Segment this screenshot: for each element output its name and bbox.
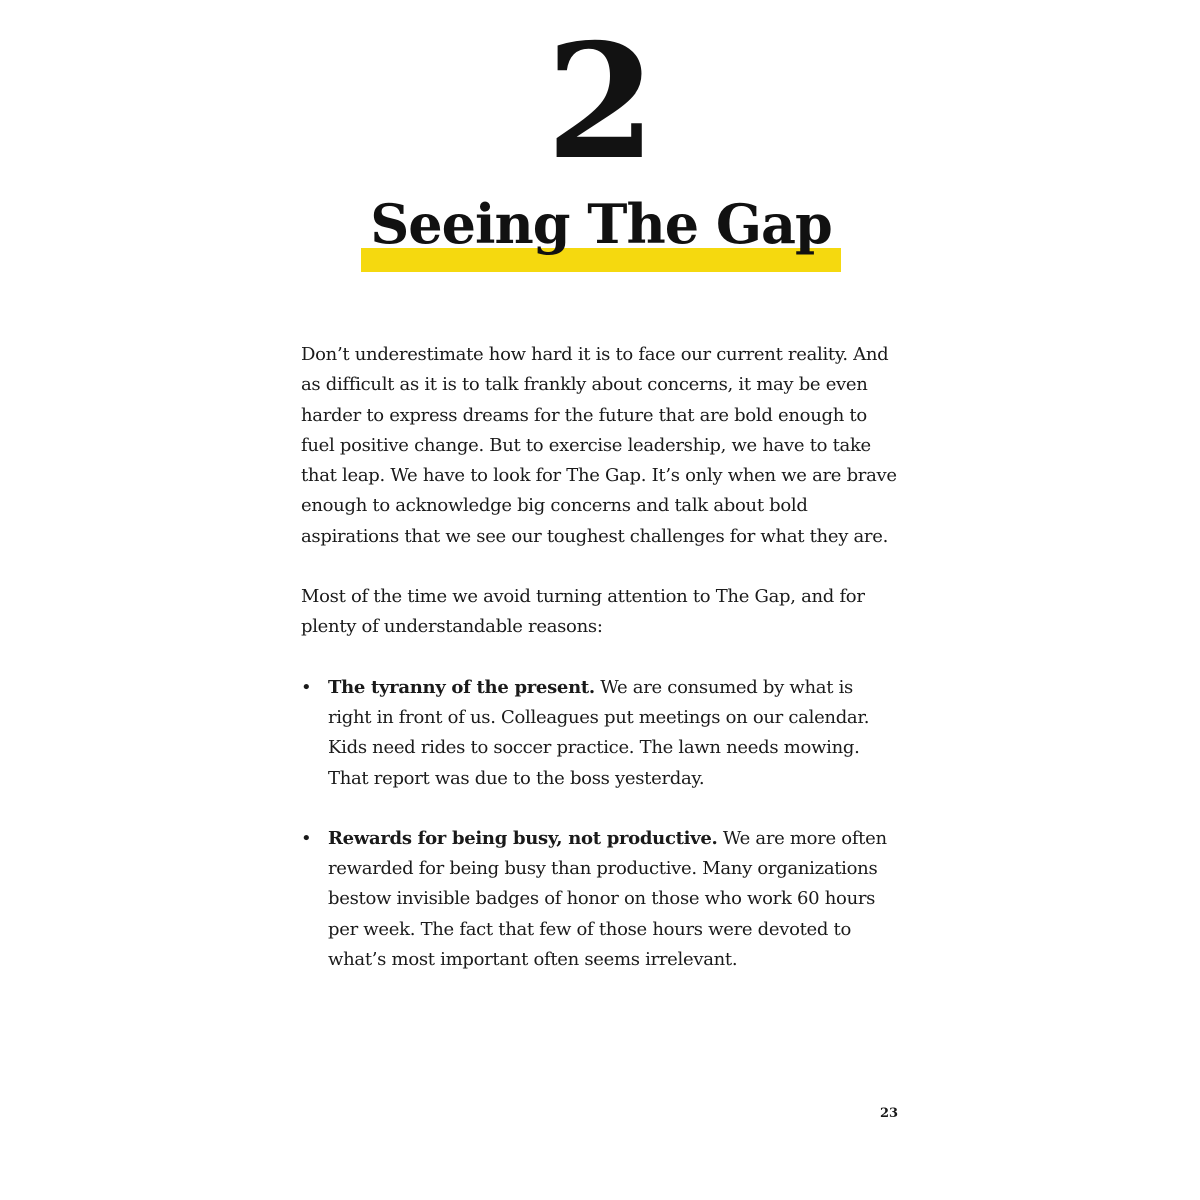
chapter-title-block [361, 190, 841, 282]
paragraph-intro: Don’t underestimate how hard it is to face our current reality. And as difficult as it is to talk frankly about concerns, it may be even harder to express dreams for the future that are bold enough to fuel positive change. But to exercise leadership, we have to take that leap. We have to look for The Gap. It’s only when we are brave enough to acknowledge big concerns and talk about bold aspirations that we see our toughest challenges for what they are. [301, 344, 897, 547]
chapter-number: 2 [546, 10, 654, 195]
bullet-lead: Rewards for being busy, not productive. [328, 827, 718, 849]
bullet-icon: • [301, 676, 312, 698]
paragraph-reasons: Most of the time we avoid turning attention to The Gap, and for plenty of understandable reasons: [301, 586, 865, 638]
list-item [301, 673, 901, 794]
body-text [301, 340, 901, 1005]
bullet-icon: • [301, 827, 312, 849]
bullet-text: We are consumed by what is right in front of us. Colleagues put meetings on our calendar. Kids need rides to soccer practice. The lawn needs mowing. That report was due to the boss yesterday. [328, 676, 870, 789]
page-number: 23 [880, 1106, 899, 1121]
list-item [301, 824, 901, 975]
bullet-text: We are more often rewarded for being busy than productive. Many organizations bestow invisible badges of honor on those who work 60 hours per week. The fact that few of those hours were devoted to what’s most important often seems irrelevant. [328, 827, 887, 971]
bullet-lead: The tyranny of the present. [328, 676, 595, 698]
reasons-list [301, 673, 901, 976]
chapter-title: Seeing The Gap [370, 192, 832, 256]
